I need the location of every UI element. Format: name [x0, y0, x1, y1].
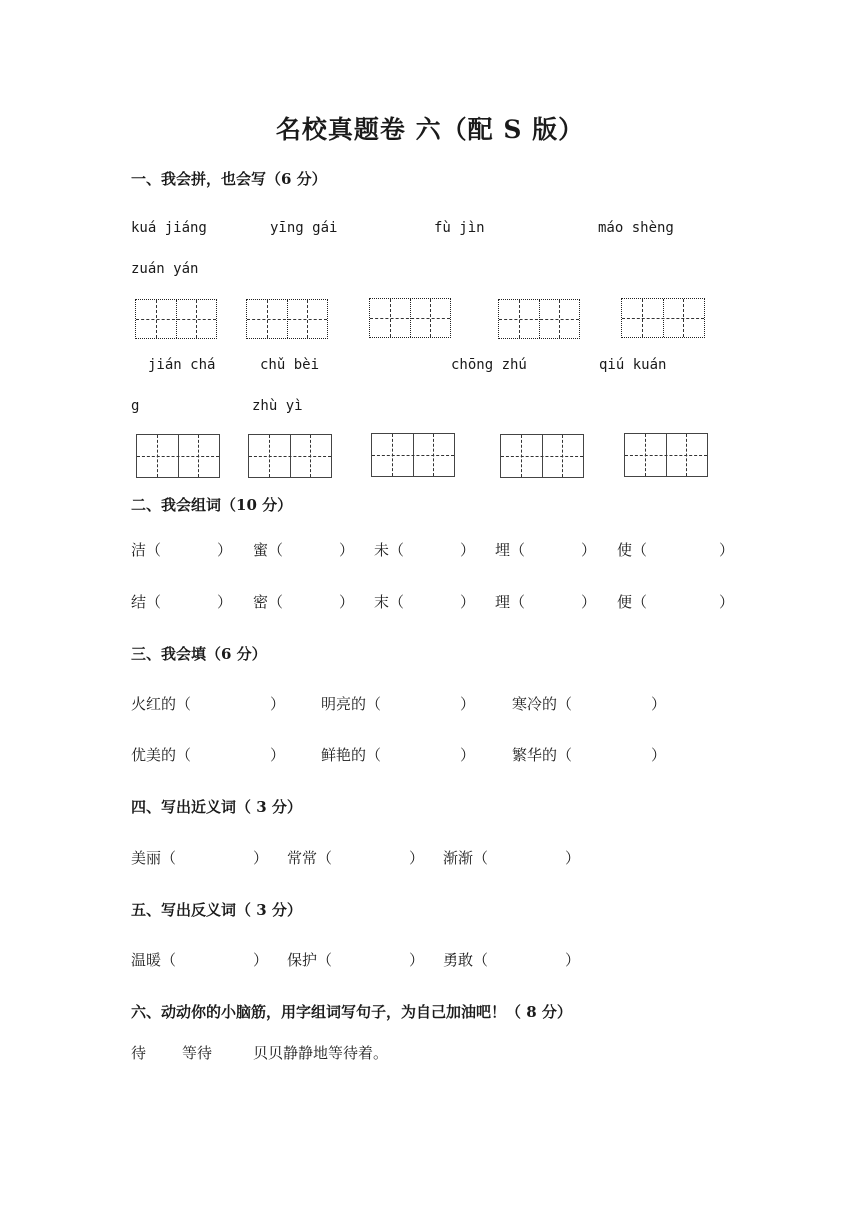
pinyin-item: qiú kuán	[599, 357, 667, 373]
word-char: 埋（	[495, 541, 526, 559]
pinyin-item: chōng zhú	[451, 357, 527, 373]
writing-grid[interactable]	[371, 433, 455, 477]
pinyin-item: yīng gái	[270, 220, 338, 236]
word-char: 使（	[617, 541, 648, 559]
fill-label: 优美的（	[131, 746, 192, 764]
section-6-heading: 六、动动你的小脑筋，用字组词写句子，为自己加油吧！（ 8 分）	[131, 1003, 572, 1021]
synonym-word: 美丽（	[131, 849, 177, 867]
paren-close: ）	[217, 593, 233, 611]
synonym-word: 常常（	[287, 849, 333, 867]
section-2-heading: 二、我会组词（10 分）	[131, 496, 293, 514]
paren-close: ）	[460, 746, 476, 764]
example-sentence: 贝贝静静地等待着。	[253, 1044, 389, 1062]
writing-grid[interactable]	[621, 298, 705, 338]
synonym-word: 渐渐（	[443, 849, 489, 867]
antonym-word: 勇敢（	[443, 951, 489, 969]
writing-grid[interactable]	[624, 433, 708, 477]
writing-grid[interactable]	[498, 299, 580, 339]
word-char: 理（	[495, 593, 526, 611]
word-char: 密（	[253, 593, 284, 611]
section-5-heading: 五、写出反义词（ 3 分）	[131, 901, 302, 919]
word-char: 末（	[374, 593, 405, 611]
paren-close: ）	[217, 541, 233, 559]
pinyin-item: chǔ bèi	[260, 357, 320, 373]
section-1-heading: 一、我会拼，也会写（6 分）	[131, 170, 327, 188]
paren-close: ）	[253, 951, 269, 969]
writing-grid[interactable]	[246, 299, 328, 339]
paren-close: ）	[460, 695, 476, 713]
paren-close: ）	[460, 593, 476, 611]
paren-close: ）	[581, 541, 597, 559]
paren-close: ）	[565, 849, 581, 867]
paren-close: ）	[270, 695, 286, 713]
writing-grid[interactable]	[135, 299, 217, 339]
section-4-heading: 四、写出近义词（ 3 分）	[131, 798, 302, 816]
word-char: 蜜（	[253, 541, 284, 559]
writing-grid[interactable]	[136, 434, 220, 478]
pinyin-item: jián chá	[148, 357, 216, 373]
paren-close: ）	[339, 541, 355, 559]
word-char: 洁（	[131, 541, 162, 559]
paren-close: ）	[651, 746, 667, 764]
section-3-heading: 三、我会填（6 分）	[131, 645, 267, 663]
paren-close: ）	[460, 541, 476, 559]
pinyin-item: kuá jiáng	[131, 220, 207, 236]
fill-label: 明亮的（	[321, 695, 382, 713]
paren-close: ）	[581, 593, 597, 611]
pinyin-item: g	[131, 398, 140, 414]
page-title: 名校真题卷 六（配 S 版）	[275, 115, 585, 144]
pinyin-item: fù jìn	[434, 220, 485, 236]
paren-close: ）	[339, 593, 355, 611]
paren-close: ）	[270, 746, 286, 764]
fill-label: 火红的（	[131, 695, 192, 713]
paren-close: ）	[565, 951, 581, 969]
paren-close: ）	[651, 695, 667, 713]
word-char: 便（	[617, 593, 648, 611]
writing-grid[interactable]	[248, 434, 332, 478]
pinyin-item: máo shèng	[598, 220, 674, 236]
paren-close: ）	[253, 849, 269, 867]
fill-label: 繁华的（	[512, 746, 573, 764]
fill-label: 寒冷的（	[512, 695, 573, 713]
antonym-word: 保护（	[287, 951, 333, 969]
writing-grid[interactable]	[369, 298, 451, 338]
example-char: 待	[131, 1044, 147, 1062]
paren-close: ）	[409, 849, 425, 867]
antonym-word: 温暖（	[131, 951, 177, 969]
fill-label: 鲜艳的（	[321, 746, 382, 764]
word-char: 未（	[374, 541, 405, 559]
paren-close: ）	[409, 951, 425, 969]
word-char: 结（	[131, 593, 162, 611]
paren-close: ）	[719, 541, 735, 559]
paren-close: ）	[719, 593, 735, 611]
pinyin-item: zuán yán	[131, 261, 199, 277]
pinyin-item: zhù yì	[252, 398, 303, 414]
example-word: 等待	[182, 1044, 213, 1062]
writing-grid[interactable]	[500, 434, 584, 478]
